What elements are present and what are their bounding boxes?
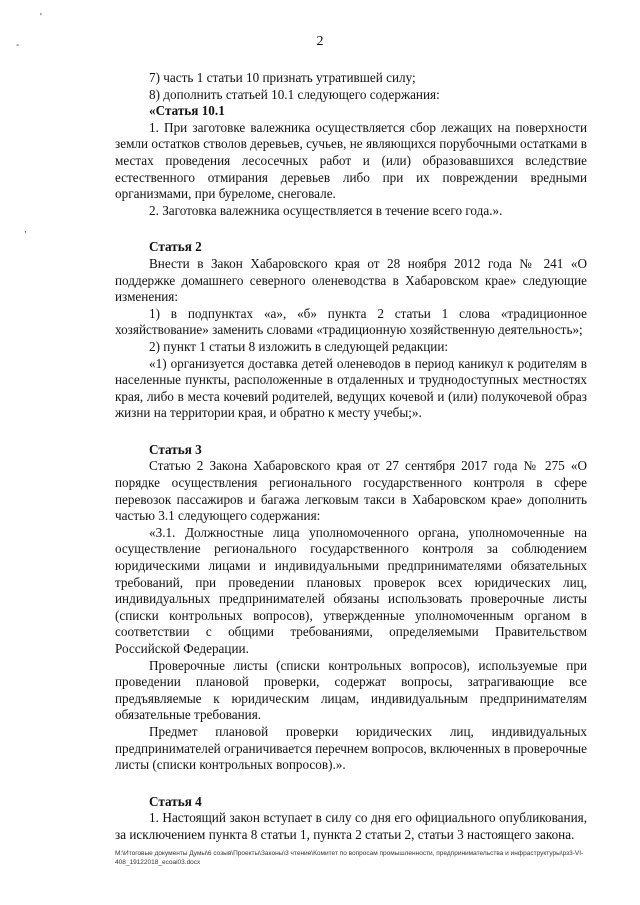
paragraph: 1. Настоящий закон вступает в силу со дня его официального опубликования, за исключением пункта 8 статьи 1, пункта 2 статьи 2, статьи 3 настоящего закона. [115,810,587,842]
paragraph: 7) часть 1 статьи 10 признать утратившей силу; [149,70,416,85]
file-path-footer: M:\Итоговые документы Думы\6 созыв\Проекты\Законы\3 чтение\Комитет по вопросам промышленности, предпринимательства и инфраструктуры\рз3-VI-408_19122018_ecoai03.docx [115,850,584,866]
paragraph: Предмет плановой проверки юридических лиц, индивидуальных предпринимателей ограничивается перечнем вопросов, включенных в проверочные листы (списки контрольных вопросов).». [115,723,587,773]
paragraph: 8) дополнить статьей 10.1 следующего содержания: [149,86,440,102]
margin-mark: ' [40,12,42,23]
page-number: 2 [316,34,324,49]
paragraph: 2. Заготовка валежника осуществляется в течение всего года.». [149,202,503,218]
section-gap [115,422,587,442]
margin-mark: - [16,40,20,51]
article-heading: Статья 3 [149,441,202,457]
section-gap [115,219,587,239]
article-heading: Статья 2 [149,239,202,255]
paragraph: Проверочные листы (списки контрольных вопросов), используемые при проведении плановой проверки, содержат вопросы, затрагивающие все предъявляемые к юридическим лицам, индивидуальным предпринимателям обязательные требования. [115,657,587,723]
paragraph: Статью 2 Закона Хабаровского края от 27 сентября 2017 года № 275 «О порядке осуществления регионального государственного контроля в сфере перевозок пассажиров и багажа легковым такси в Хабаровском крае» дополнить частью 3.1 следующего содержания: [115,458,587,524]
paragraph: «1) организуется доставка детей оленеводов в период каникул к родителям в населенные пункты, расположенные в отдаленных и труднодоступных местностях края, либо в места кочевий родителей, ведущих кочевой и (или) полукочевой образ жизни на территории края, и обратно к месту учебы;». [115,355,587,421]
article-heading: Статья 4 [149,793,202,809]
paragraph: Внести в Закон Хабаровского края от 28 ноября 2012 года № 241 «О поддержке домашнего северного оленеводства в Хабаровском крае» следующие изменения: [115,255,587,305]
margin-mark: , [24,224,27,235]
article-heading: «Статья 10.1 [149,103,225,119]
paragraph: «3.1. Должностные лица уполномоченного органа, уполномоченные на осуществление регионального государственного контроля за соблюдением юридическими лицами и индивидуальными предпринимателями обязательных требований, при проведении плановых проверок всех юридических лиц, индивидуальных предпринимателей обязаны использовать проверочные листы (списки контрольных вопросов), утвержденные уполномоченным органом в соответствии с общими требованиями, определяемыми Правительством Российской Федерации. [115,524,587,656]
paragraph: 2) пункт 1 статьи 8 изложить в следующей редакции: [149,338,449,354]
document-body [115,70,587,844]
section-gap [115,774,587,794]
paragraph: 1. При заготовке валежника осуществляется сбор лежащих на поверхности земли остатков стволов деревьев, сучьев, не являющихся порубочными остатками в местах проведения лесосечных работ и (или) образовавшихся вследствие естественного отмирания деревьев либо при их повреждении вредными организмами, при буреломе, снеговале. [115,119,587,202]
paragraph: 1) в подпунктах «а», «б» пункта 2 статьи 1 слова «традиционное хозяйствование» заменить словами «традиционную хозяйственную деятельность»; [115,305,587,338]
